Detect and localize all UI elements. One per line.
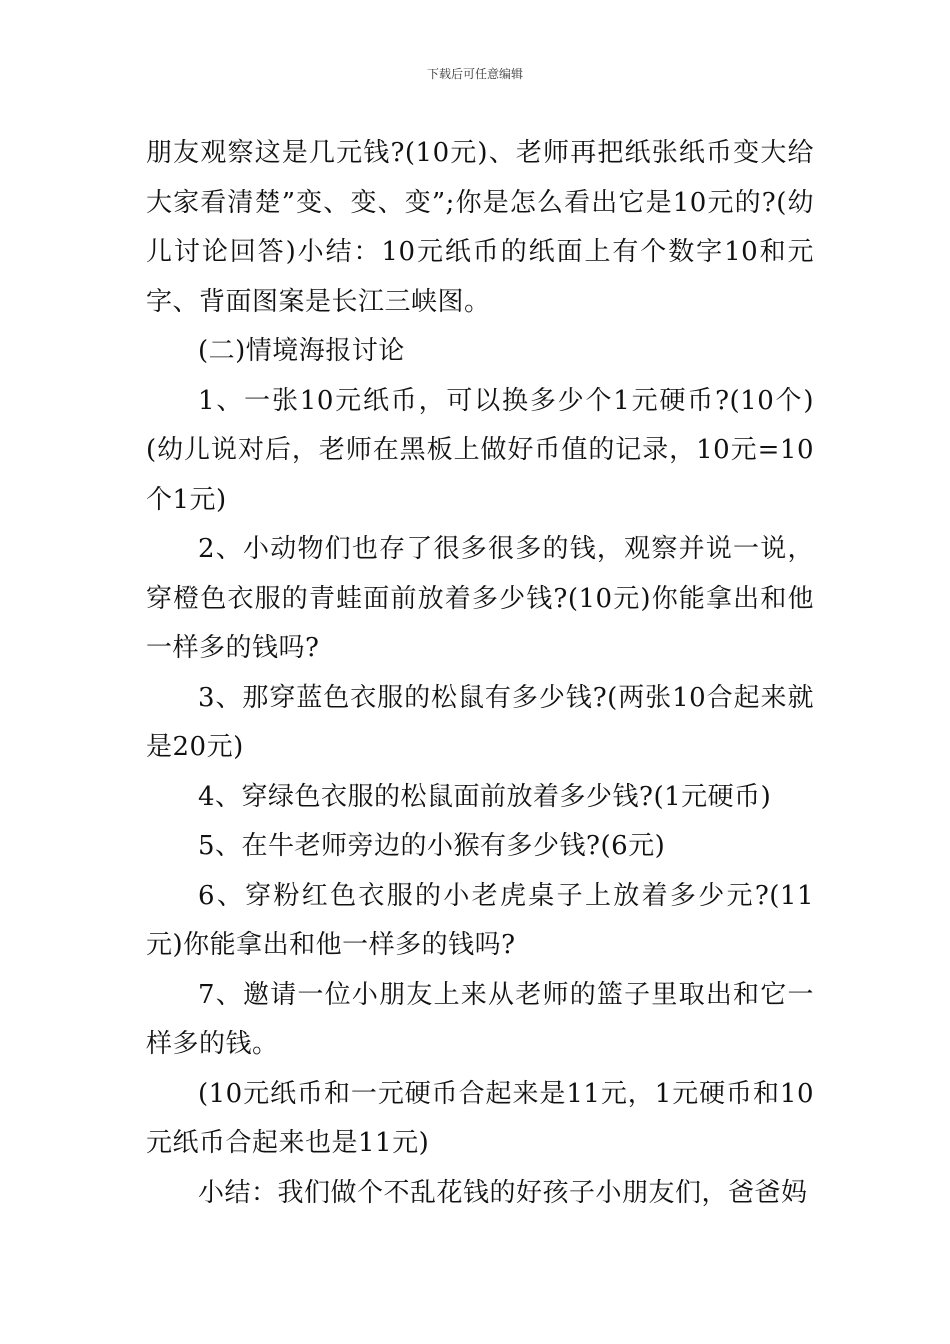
question-7-answer: (10元纸币和一元硬币合起来是11元，1元硬币和10元纸币合起来也是11元): [146, 1078, 814, 1158]
question-4: 4、穿绿色衣服的松鼠面前放着多少钱?(1元硬币): [198, 781, 772, 812]
question-2: 2、小动物们也存了很多很多的钱，观察并说一说，穿橙色衣服的青蛙面前放着多少钱?(10元)你能拿出和他一样多的钱吗?: [146, 534, 814, 663]
question-1: 1、一张10元纸币，可以换多少个1元硬币?(10个)(幼儿说对后，老师在黑板上做好币值的记录，10元=10个1元): [146, 385, 814, 515]
page-header-note: 下载后可任意编辑: [426, 67, 523, 81]
paragraph-intro-continuation: 朋友观察这是几元钱?(10元)、老师再把纸张纸币变大给大家看清楚”变、变、变”;你是怎么看出它是10元的?(幼儿讨论回答)小结：10元纸币的纸面上有个数字10和元字、背面图案是长江三峡图。: [146, 138, 814, 317]
summary-paragraph: 小结：我们做个不乱花钱的好孩子小朋友们，爸爸妈: [198, 1177, 808, 1208]
question-3: 3、那穿蓝色衣服的松鼠有多少钱?(两张10合起来就是20元): [146, 682, 814, 762]
section-heading-poster-discussion: (二)情境海报讨论: [198, 336, 405, 366]
document-body: [146, 129, 814, 1218]
question-7: 7、邀请一位小朋友上来从老师的篮子里取出和它一样多的钱。: [146, 979, 814, 1059]
question-5: 5、在牛老师旁边的小猴有多少钱?(6元): [198, 831, 666, 861]
question-6: 6、穿粉红色衣服的小老虎桌子上放着多少元?(11元)你能拿出和他一样多的钱吗?: [146, 880, 814, 960]
